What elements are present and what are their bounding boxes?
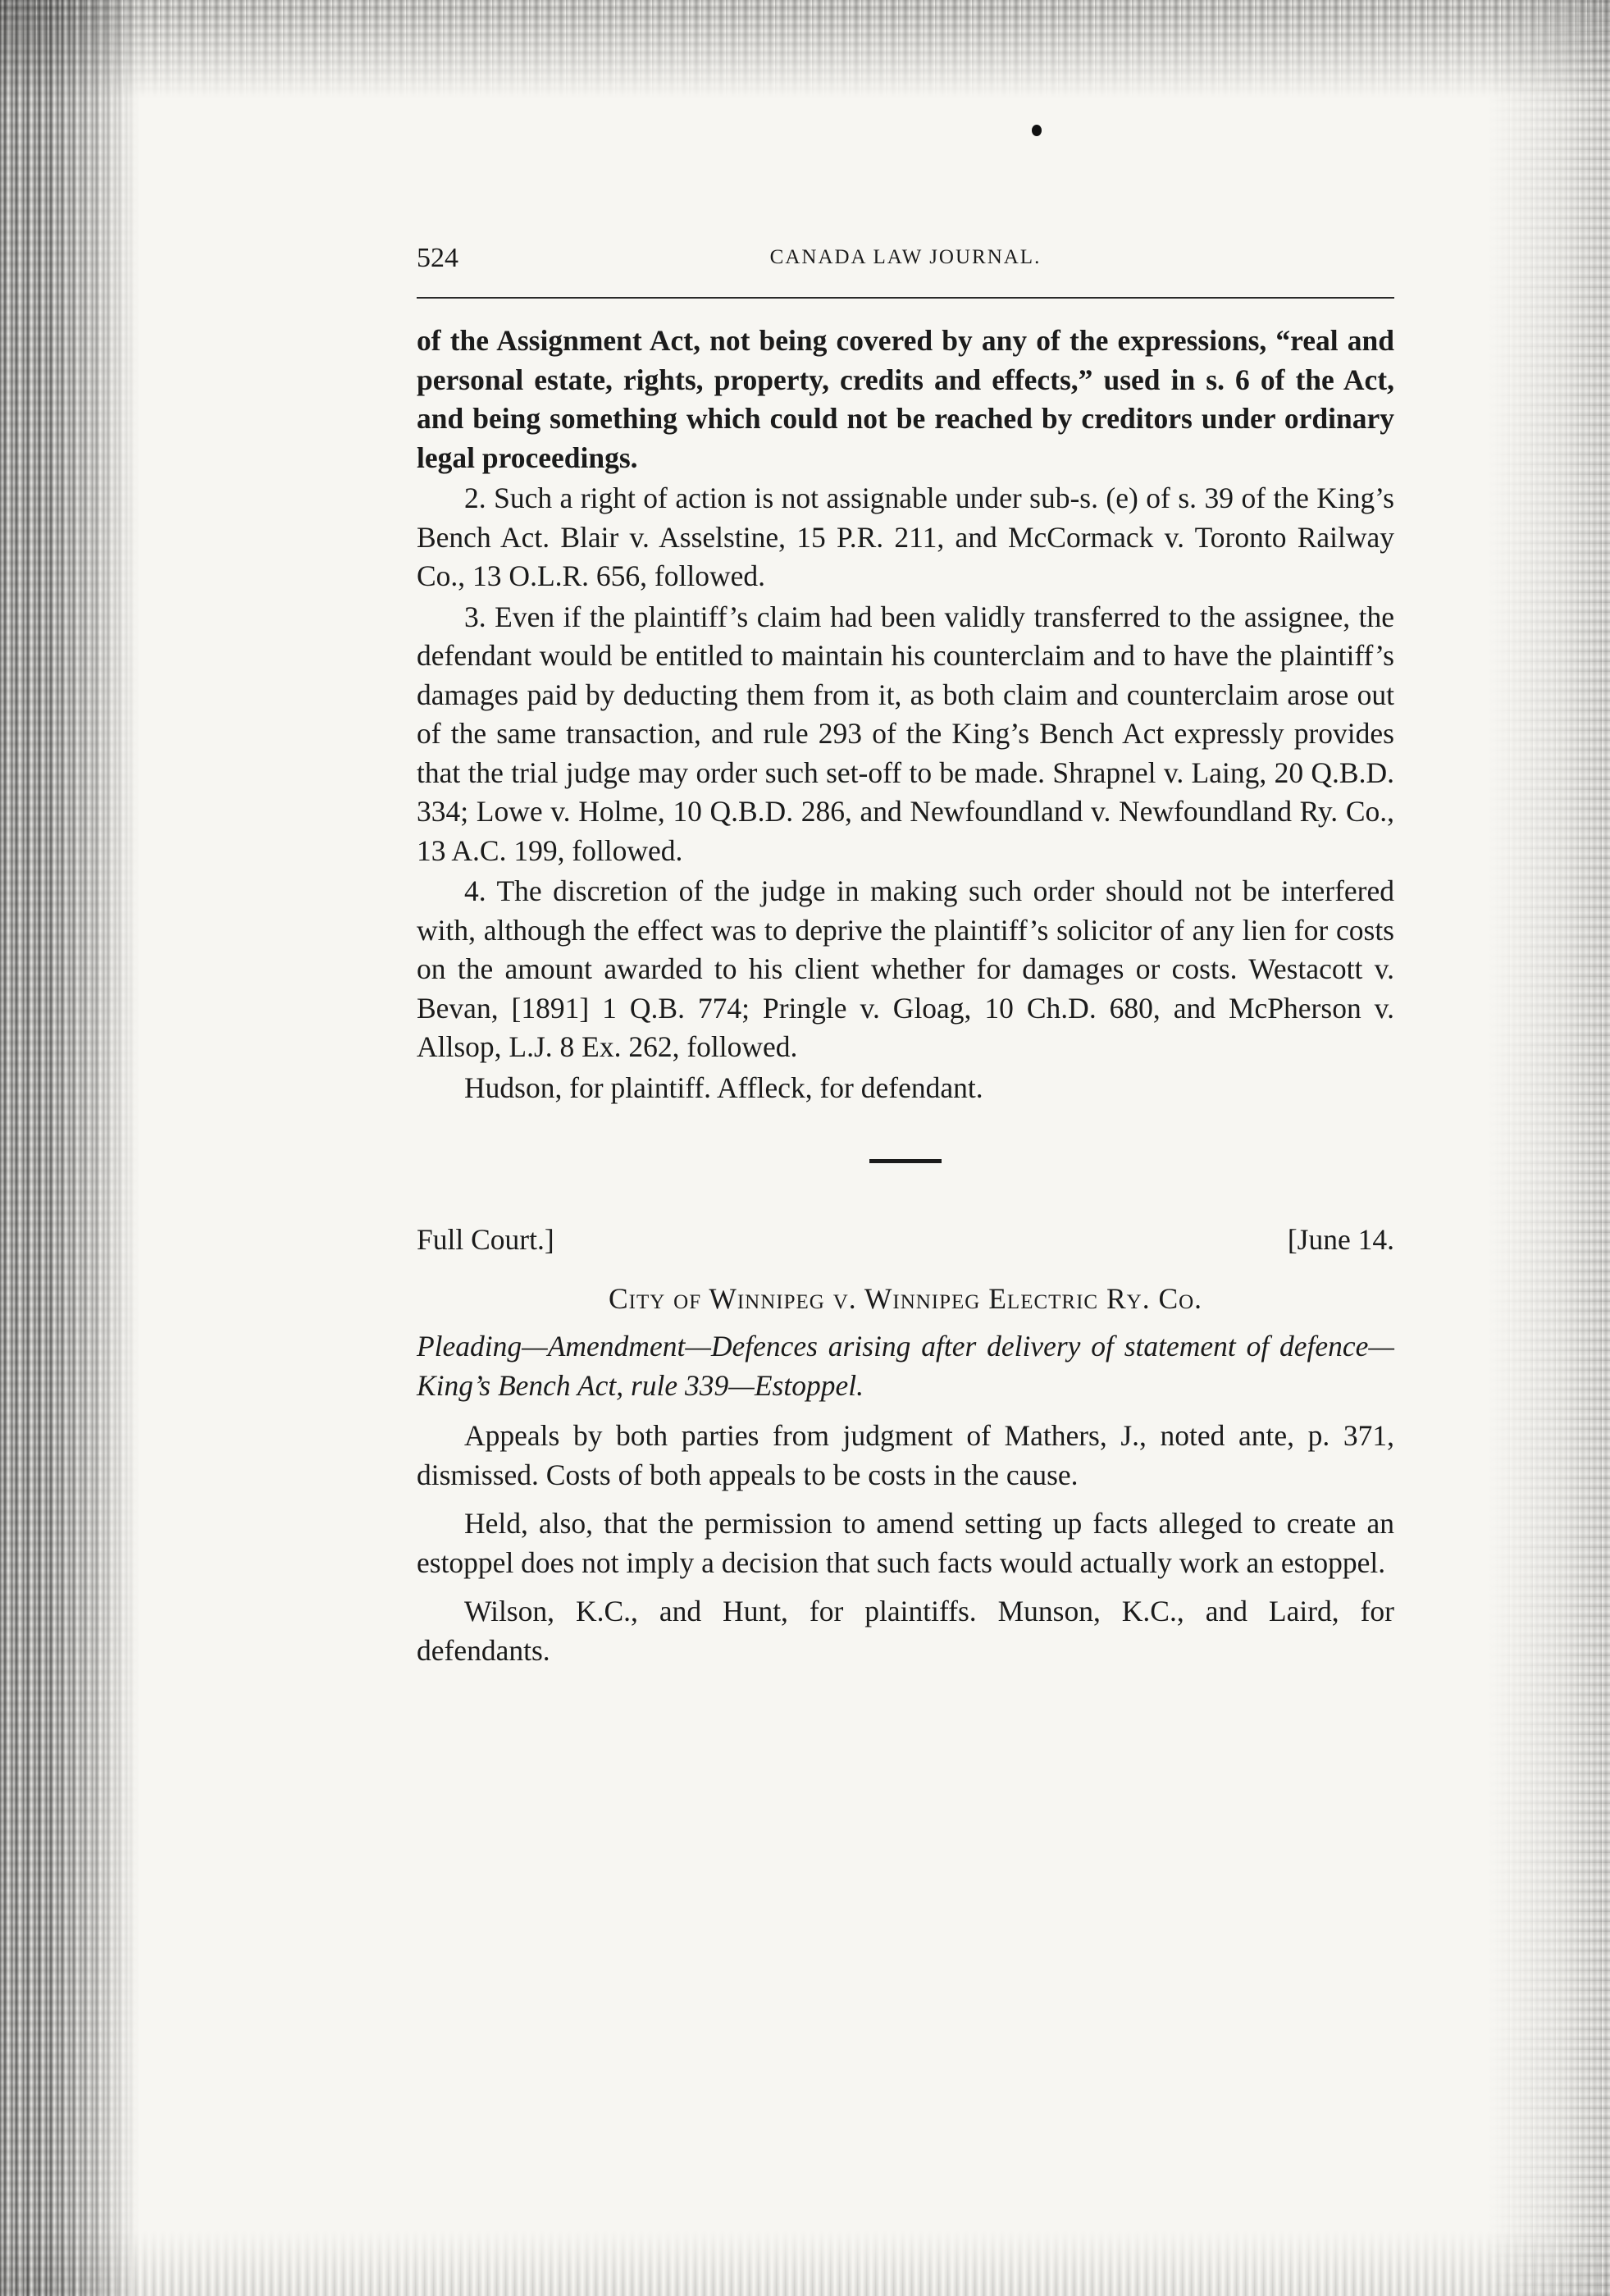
case-paragraph-2: Held, also, that the permission to amend setting up facts alleged to create an estoppel does not imply a decision that such facts would actually work an estoppel.	[417, 1507, 1394, 1579]
paragraph-3: 3. Even if the plaintiff’s claim had been validly transferred to the assignee, the defendant would be entitled to maintain his counterclaim and to have the plaintiff’s damages paid by deducting them from it, as both claim and counterclaim arose out of the same transaction, and rule 293 of the King’s Bench Act expressly provides that the trial judge may order such set-off to be made. Shrapnel v. Laing, 20 Q.B.D. 334; Lowe v. Holme, 10 Q.B.D. 286, and Newfoundland v. Newfoundland Ry. Co., 13 A.C. 199, followed.	[417, 600, 1394, 867]
decision-date: [June 14.	[1287, 1223, 1394, 1256]
scan-shadow-left	[0, 0, 139, 2296]
case-title: City of Winnipeg v. Winnipeg Electric Ry. Co.	[608, 1282, 1203, 1315]
report-body	[417, 322, 1394, 1107]
ink-speck	[1032, 125, 1042, 136]
court-name: Full Court.]	[417, 1223, 554, 1256]
paragraph-2: 2. Such a right of action is not assignable under sub-s. (e) of s. 39 of the King’s Bench Act. Blair v. Asselstine, 15 P.R. 211, and McCormack v. Toronto Railway Co., 13 O.L.R. 656, followed.	[417, 482, 1394, 592]
running-head	[417, 243, 1394, 285]
case-body	[417, 1417, 1394, 1670]
headnote: Pleading—Amendment—Defences arising after delivery of statement of defence—King’s Bench Act, rule 339—Estoppel.	[417, 1330, 1394, 1402]
scan-shadow-top	[0, 0, 1610, 98]
section-divider	[869, 1159, 942, 1163]
court-date-line	[417, 1222, 1394, 1265]
paragraph-continuation: of the Assignment Act, not being covered by any of the expressions, “real and personal estate, rights, property, credits and effects,” used in s. 6 of the Act, and being something which could not be reached by creditors under ordinary legal proceedings.	[417, 324, 1394, 474]
case-counsel-line: Wilson, K.C., and Hunt, for plaintiffs. Munson, K.C., and Laird, for defendants.	[417, 1595, 1394, 1667]
journal-title: CANADA LAW JOURNAL.	[769, 246, 1042, 268]
case-paragraph-1: Appeals by both parties from judgment of Mathers, J., noted ante, p. 371, dismissed. Costs of both appeals to be costs in the cause.	[417, 1419, 1394, 1491]
page-number: 524	[417, 243, 458, 273]
counsel-line: Hudson, for plaintiff. Affleck, for defendant.	[464, 1070, 983, 1104]
page-content	[417, 243, 1394, 1680]
header-rule	[417, 297, 1394, 299]
scan-shadow-right	[1487, 0, 1610, 2296]
scan-shadow-bottom	[0, 2230, 1610, 2296]
paragraph-4: 4. The discretion of the judge in making such order should not be interfered with, although the effect was to deprive the plaintiff’s solicitor of any lien for costs on the amount awarded to his client whether for damages or costs. Westacott v. Bevan, [1891] 1 Q.B. 774; Pringle v. Gloag, 10 Ch.D. 680, and McPherson v. Allsop, L.J. 8 Ex. 262, followed.	[417, 874, 1394, 1063]
